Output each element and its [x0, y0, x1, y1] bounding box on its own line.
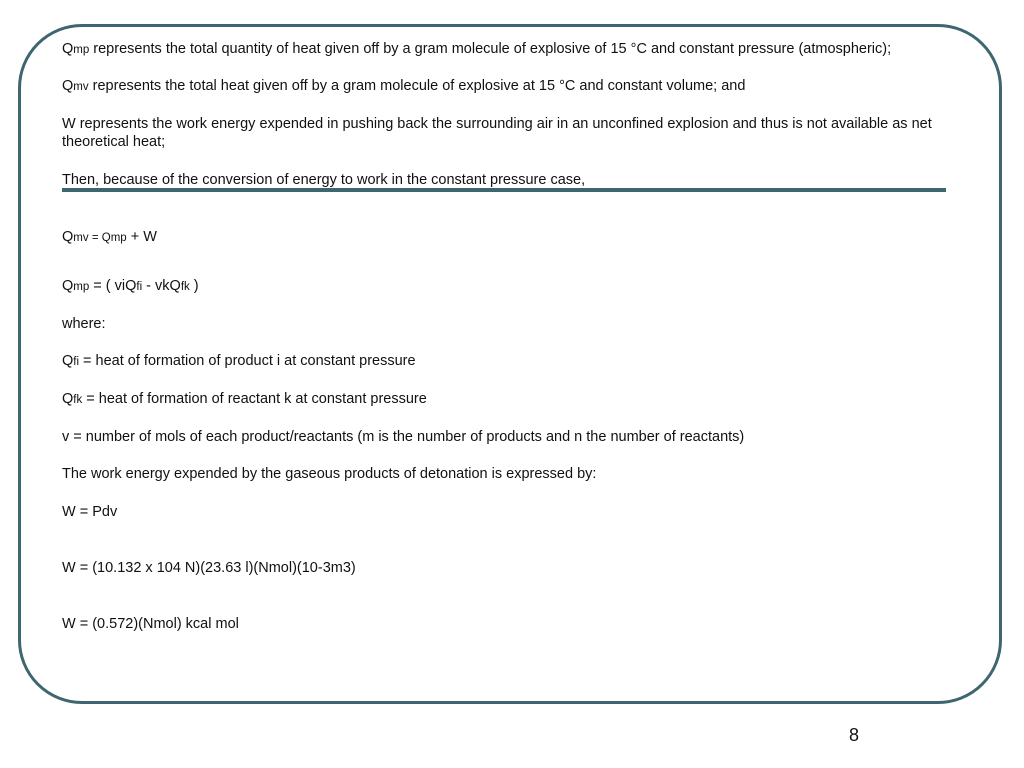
eq2-minus: - vkQ — [142, 278, 181, 294]
equation-w-result: W = (0.572)(Nmol) kcal mol — [62, 616, 239, 632]
eq1-symbol: Q — [62, 229, 74, 245]
eq1-subscript-mp: mp — [110, 232, 127, 244]
horizontal-rule — [62, 188, 946, 192]
qmv-subscript: mv — [73, 81, 89, 93]
eq2-subscript-fk: fk — [180, 281, 190, 293]
eq1-plus-w: + W — [126, 229, 157, 245]
eq2-symbol: Q — [62, 278, 74, 294]
work-intro: The work energy expended by the gaseous products of detonation is expressed by: — [62, 466, 597, 482]
eq2-open: = ( viQ — [89, 278, 137, 294]
eq2-subscript-mp: mp — [73, 281, 90, 293]
where-label: where: — [62, 316, 106, 332]
qmp-text: represents the total quantity of heat given off by a gram molecule of explosive of 15 °C and constant pressure (atmospheric); — [89, 41, 892, 57]
qmv-text: represents the total heat given off by a gram molecule of explosive at 15 °C and constant volume; and — [88, 78, 746, 94]
equation-w-pdv: W = Pdv — [62, 504, 118, 520]
eq1-equals-q: = Q — [88, 232, 111, 244]
eq1-subscript-mv: mv — [73, 232, 89, 244]
qfi-symbol: Q — [62, 353, 74, 369]
page-number: 8 — [849, 725, 860, 745]
definition-qmv — [62, 77, 745, 96]
qmp-symbol: Q — [62, 41, 74, 57]
equation-w-numeric: W = (10.132 x 104 N)(23.63 l)(Nmol)(10-3m3) — [62, 560, 356, 576]
qmp-subscript: mp — [73, 44, 90, 56]
qfi-text: = heat of formation of product i at constant pressure — [79, 353, 416, 369]
equation-qmp — [62, 277, 199, 296]
equation-qmv — [62, 228, 157, 247]
qfk-subscript: fk — [73, 394, 83, 406]
qfi-subscript: fi — [73, 356, 80, 368]
qmv-symbol: Q — [62, 78, 74, 94]
definition-v: v = number of mols of each product/reactants (m is the number of products and n the number of reactants) — [62, 429, 745, 445]
qfk-symbol: Q — [62, 391, 74, 407]
eq2-subscript-fi: fi — [136, 281, 143, 293]
definition-w: W represents the work energy expended in pushing back the surrounding air in an unconfined explosion and thus is not available as net theoretical heat; — [62, 116, 932, 150]
definition-qmp — [62, 40, 891, 59]
qfk-text: = heat of formation of reactant k at constant pressure — [82, 391, 427, 407]
conversion-statement: Then, because of the conversion of energy to work in the constant pressure case, — [62, 172, 586, 188]
eq2-close: ) — [189, 278, 199, 294]
definition-qfk — [62, 390, 427, 409]
definition-qfi — [62, 352, 416, 371]
